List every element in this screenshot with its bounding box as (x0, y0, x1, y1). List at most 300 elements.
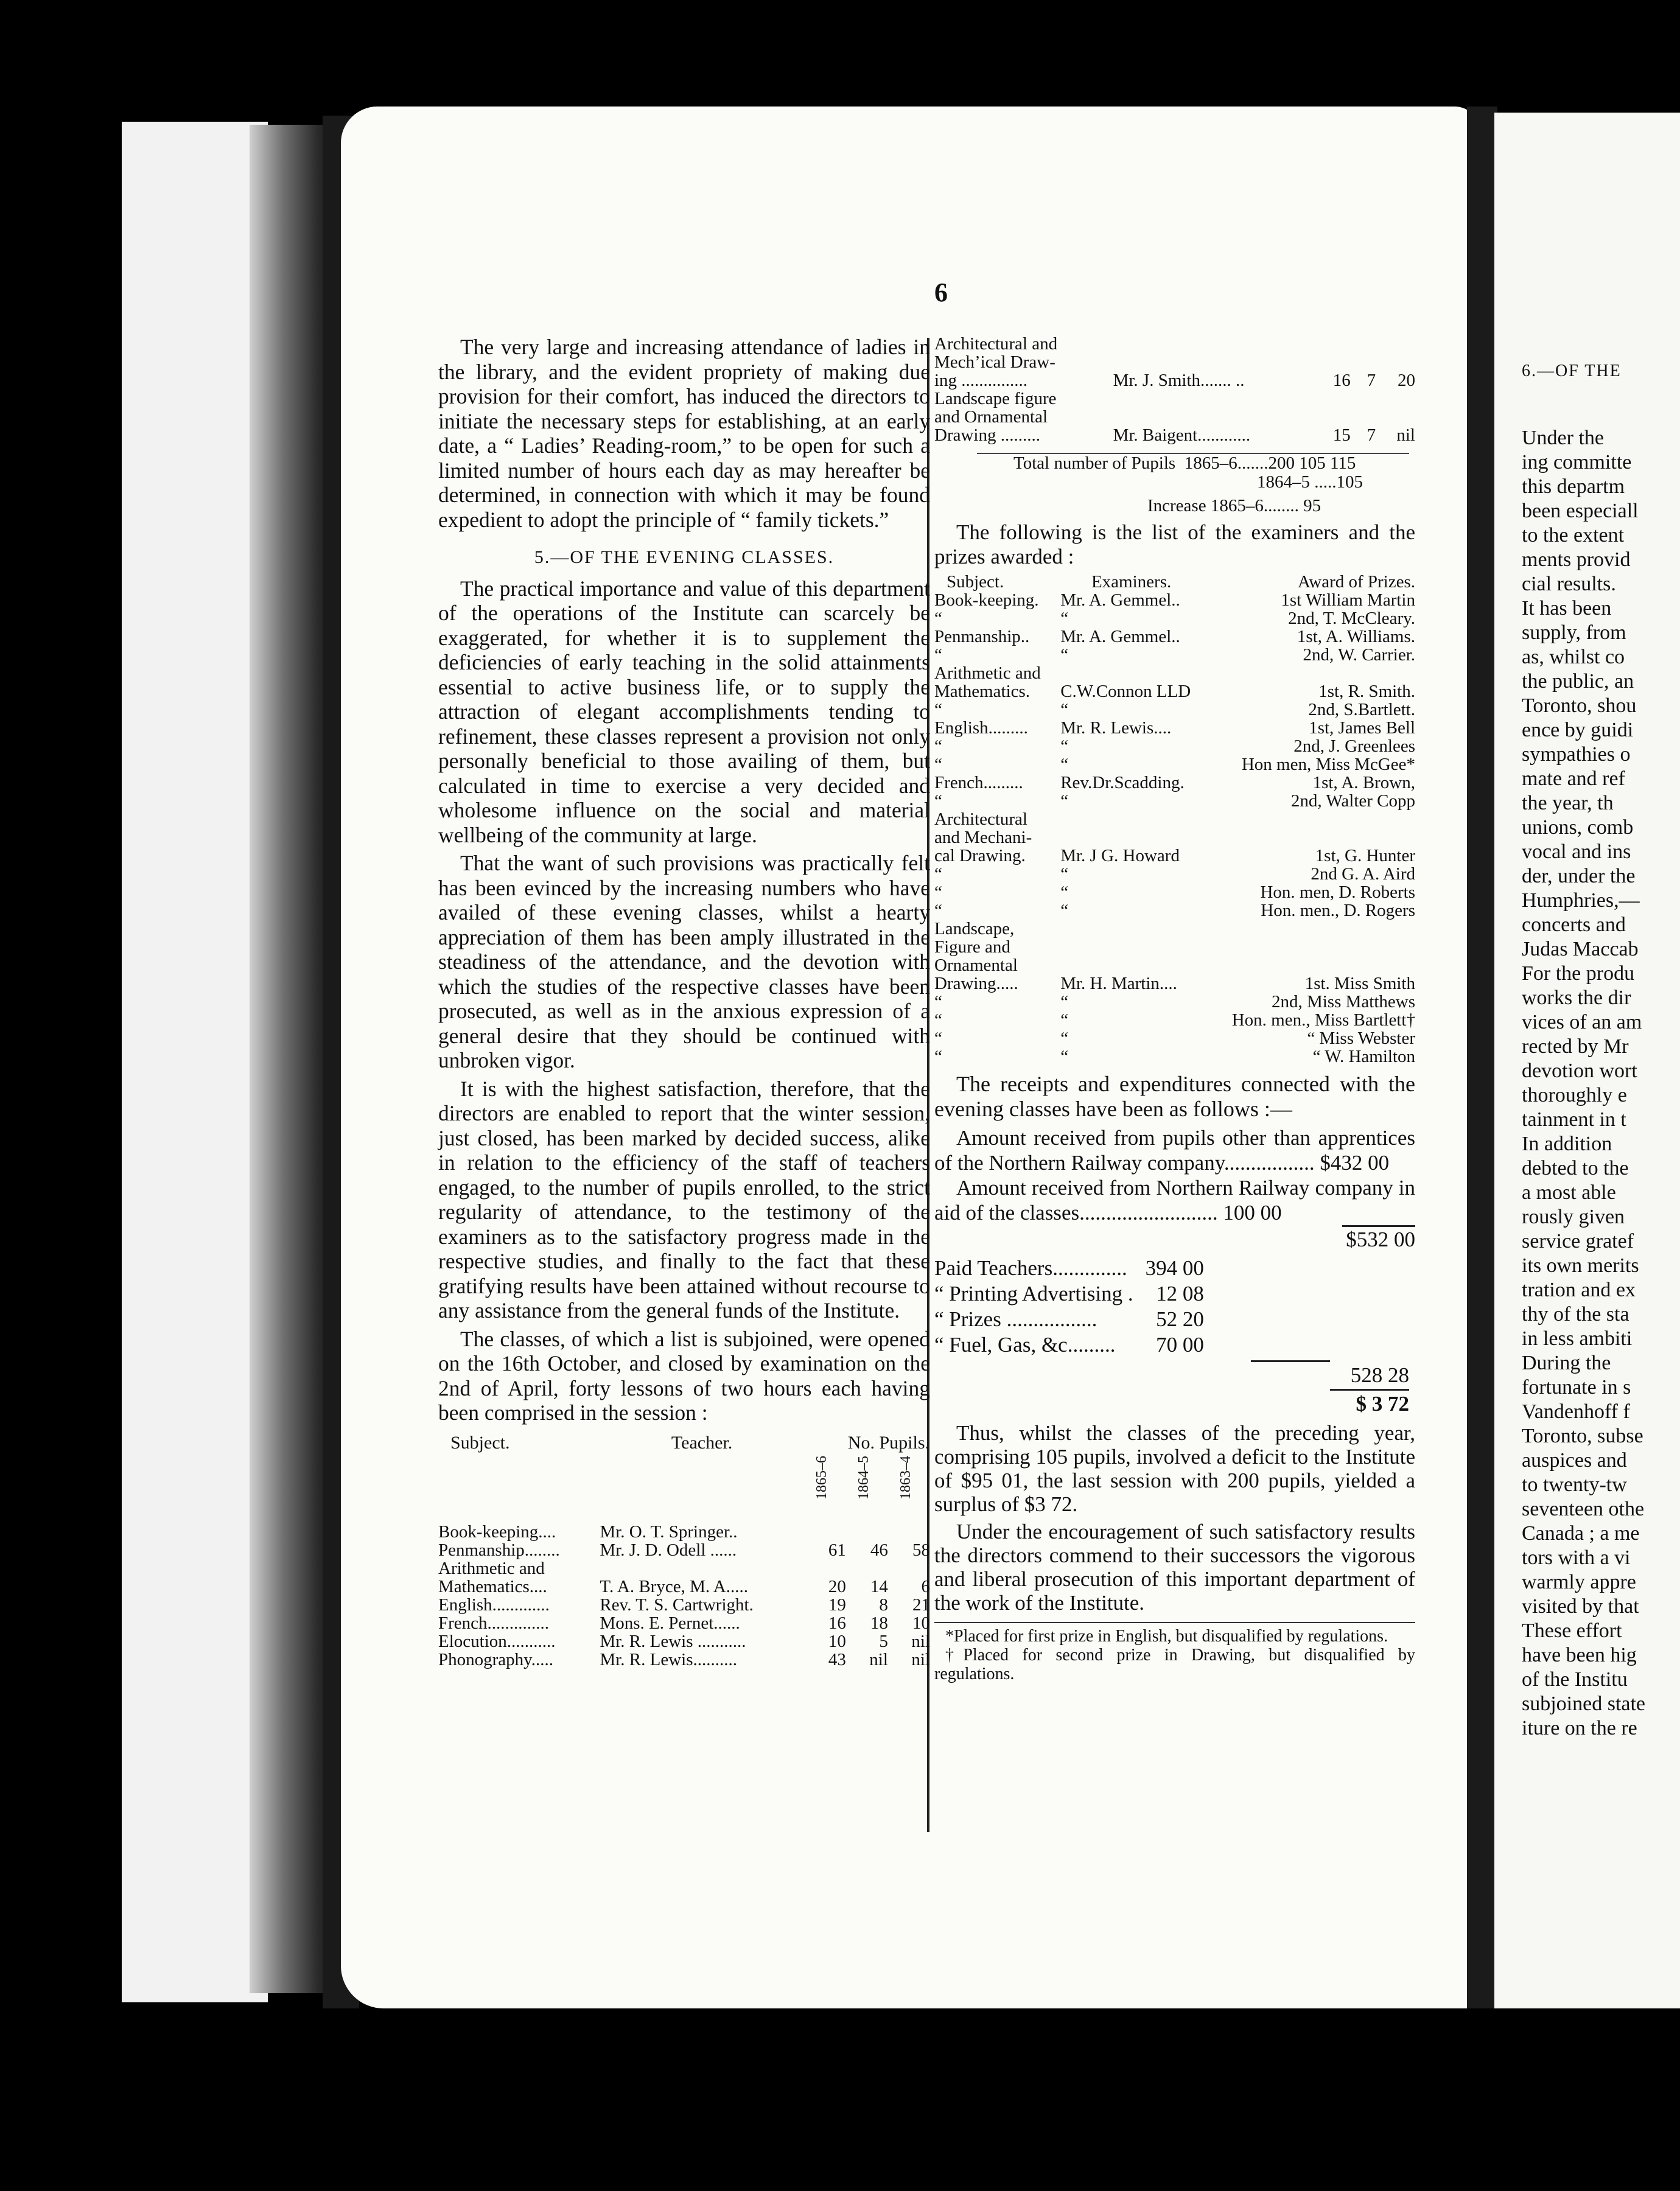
class-teacher: Mr. Baigent............ (1113, 425, 1251, 445)
table-row (934, 810, 1415, 828)
facing-line: Vandenhoff f (1522, 1400, 1630, 1423)
facing-line: fortunate in s (1522, 1376, 1631, 1399)
facing-line: seventeen othe (1522, 1498, 1645, 1520)
pupils-1864 (1351, 408, 1376, 426)
facing-line: this departm (1522, 475, 1625, 498)
prize-examiner: Mr. A. Gemmel.. (1060, 590, 1180, 610)
table-row (438, 1651, 930, 1669)
table-row (934, 1332, 1204, 1358)
prize-award: 2nd, S.Bartlett. (1308, 700, 1415, 719)
table-row (438, 1559, 930, 1578)
facing-line: the public, an (1522, 670, 1634, 693)
table-row (934, 774, 1415, 792)
pupils-1863: nil (1396, 425, 1415, 445)
facing-line: a most able (1522, 1181, 1616, 1204)
prize-examiner: “ (1060, 645, 1069, 665)
table-row (934, 408, 1415, 426)
prize-award (1208, 664, 1415, 682)
prize-subject: Ornamental (934, 956, 1018, 975)
table-row (934, 883, 1415, 901)
prize-award (1208, 920, 1415, 938)
facing-line: concerts and (1522, 914, 1626, 936)
class-teacher: Mr. J. D. Odell ...... (600, 1540, 737, 1560)
table-row (934, 353, 1415, 371)
right-column (934, 335, 1415, 1683)
pupils-1864: 7 (1367, 425, 1376, 445)
prize-examiner: “ (1060, 1047, 1069, 1066)
facing-line: Judas Maccab (1522, 938, 1639, 960)
facing-line: sympathies o (1522, 743, 1631, 766)
prize-subject: English......... (934, 718, 1028, 738)
facing-line: During the (1522, 1352, 1611, 1374)
prize-award: 1st, A. Brown, (1312, 773, 1415, 792)
pupils-1864 (846, 1523, 888, 1541)
facing-line: warmly appre (1522, 1571, 1636, 1593)
prize-subject: Penmanship.. (934, 627, 1030, 646)
table-row (934, 1029, 1415, 1047)
paragraph-classes-list: The classes, of which a list is subjoined, were opened on the 16th October, and closed by examination on the 2nd of April, forty lessons of two hours each having been comprised in the session : (438, 1326, 930, 1425)
prize-subject: “ (934, 1029, 942, 1048)
prizes-table (934, 573, 1415, 1066)
pupils-1864: 14 (870, 1577, 888, 1596)
table-row (934, 737, 1415, 755)
page-gutter (1467, 107, 1497, 2008)
table-row (934, 1011, 1415, 1029)
table-row (934, 1281, 1204, 1307)
balance: $ 3 72 (1356, 1392, 1409, 1416)
class-subject: Architectural and (934, 334, 1058, 354)
class-subject: ing ............... (934, 371, 1028, 390)
pupils-1863 (888, 1523, 930, 1541)
expense-label: “ Fuel, Gas, &c......... (934, 1333, 1116, 1357)
prize-subject: cal Drawing. (934, 846, 1026, 865)
facing-line: tainment in t (1522, 1108, 1626, 1131)
class-teacher: T. A. Bryce, M. A..... (600, 1577, 748, 1596)
prize-subject: “ (934, 609, 942, 628)
receipt-1-amount: $432 00 (1320, 1151, 1390, 1175)
class-teacher (600, 1559, 803, 1578)
pupils-1865: 20 (828, 1577, 846, 1596)
facing-line: vices of an am (1522, 1011, 1642, 1033)
pupils-1865: 16 (828, 1613, 846, 1633)
table-row (438, 1632, 930, 1651)
pupils-1865 (1312, 335, 1350, 353)
facing-line: It has been (1522, 597, 1612, 620)
expenses-summary (934, 1360, 1409, 1417)
facing-line: Under the (1522, 427, 1605, 449)
table-row (934, 591, 1415, 609)
prize-subject: Book-keeping. (934, 590, 1039, 610)
facing-line: Toronto, shou (1522, 694, 1637, 717)
pupils-1863 (1376, 408, 1415, 426)
prize-subject: “ (934, 700, 942, 719)
pupils-1864: 18 (870, 1613, 888, 1633)
receipt-1: Amount received from pupils other than apprentices of the Northern Railway company................. (934, 1126, 1415, 1175)
class-subject: Landscape figure (934, 389, 1057, 408)
class-teacher (1113, 335, 1313, 353)
pupils-1865: 61 (828, 1540, 846, 1560)
prize-award: 2nd, W. Carrier. (1303, 645, 1415, 665)
class-teacher: Mr. R. Lewis ........... (600, 1632, 746, 1651)
table-row (934, 792, 1415, 810)
prize-examiner: Rev.Dr.Scadding. (1060, 773, 1185, 792)
table-row (934, 828, 1415, 847)
table-row (934, 1256, 1204, 1281)
prize-examiner: Mr. J G. Howard (1060, 846, 1180, 865)
footnote-2: †Placed for second prize in Drawing, but disqualified by regulations. (934, 1646, 1415, 1683)
table-row (934, 865, 1415, 883)
table-row (934, 719, 1415, 737)
prize-award: 1st William Martin (1281, 590, 1415, 610)
prize-subject: “ (934, 882, 942, 902)
class-teacher: Mr. O. T. Springer.. (600, 1522, 738, 1542)
receipt-2-amount: 100 00 (1223, 1201, 1282, 1225)
class-subject: Mathematics.... (438, 1577, 547, 1596)
prize-award: “ Miss Webster (1307, 1029, 1415, 1048)
pupils-1863: 58 (912, 1540, 930, 1560)
class-teacher (1113, 353, 1313, 371)
prize-award: 2nd, J. Greenlees (1293, 736, 1415, 756)
pupils-1865: 10 (828, 1632, 846, 1651)
prize-subject: Arithmetic and (934, 663, 1041, 683)
prize-examiner: “ (1060, 882, 1069, 902)
prize-subject: Mathematics. (934, 682, 1031, 701)
pupils-1864: 7 (1367, 371, 1376, 390)
table-row (934, 920, 1415, 938)
year-label: 1864–5 (855, 1456, 872, 1500)
table-row (934, 682, 1415, 701)
facing-line: supply, from (1522, 621, 1626, 644)
prize-subject: “ (934, 1047, 942, 1066)
prize-examiner: C.W.Connon LLD (1060, 682, 1191, 701)
facing-line: ence by guidi (1522, 719, 1634, 741)
pupils-1863: 21 (912, 1595, 930, 1615)
total-row-1: 1865–6.......200 105 115 (1184, 453, 1356, 473)
pupils-1863 (1376, 353, 1415, 371)
facing-line: unions, comb (1522, 816, 1634, 839)
table-row (934, 847, 1415, 865)
prize-header-subject: Subject. (947, 572, 1004, 592)
pupils-1863: 6 (921, 1577, 930, 1596)
table-row (438, 1596, 930, 1614)
table-row (934, 426, 1415, 444)
table-row (934, 390, 1415, 408)
prize-subject: Landscape, (934, 919, 1015, 938)
table-row (438, 1578, 930, 1596)
table-row (934, 755, 1415, 774)
prize-examiner (1054, 828, 1208, 847)
class-subject: Arithmetic and (438, 1559, 545, 1578)
class-teacher: Mons. E. Pernet...... (600, 1613, 740, 1633)
prize-examiner: “ (1060, 864, 1069, 884)
prize-award (1208, 938, 1415, 956)
facing-line: subjoined state (1522, 1693, 1646, 1715)
prize-examiner: “ (1060, 700, 1069, 719)
table-row (934, 609, 1415, 627)
prize-award: 1st. Miss Smith (1304, 974, 1415, 993)
paragraph-satisfaction: It is with the highest satisfaction, therefore, that the directors are enabled to report that the winter session, just closed, has been marked by decided success, alike in relation to the efficiency of the staff of teachers engaged, to the number of pupils enrolled, to the strict regularity of attendance, to the testimony of the examiners as to the satisfactory progress made in the respective studies, and finally to the fact that these gratifying results have been attained without recourse to any assistance from the general funds of the Institute. (438, 1076, 930, 1323)
prize-examiner (1054, 920, 1208, 938)
classes-table-header (438, 1430, 930, 1456)
page-number: 6 (934, 278, 948, 307)
facing-line: Canada ; a me (1522, 1522, 1640, 1545)
facing-line: Humphries,— (1522, 889, 1640, 912)
pupils-1864: nil (869, 1650, 888, 1669)
pupils-1865 (1312, 390, 1350, 408)
prize-examiner (1054, 810, 1208, 828)
prize-examiner: Mr. R. Lewis.... (1060, 718, 1172, 738)
pupils-1865 (1312, 408, 1350, 426)
paragraph-under: Under the encouragement of such satisfactory results the directors commend to their successors the vigorous and liberal prosecution of this important department of the work of the Institute. (934, 1520, 1415, 1615)
prize-examiner: “ (1060, 736, 1069, 756)
class-subject: Phonography..... (438, 1650, 554, 1669)
header-pupils: No. Pupils. (847, 1432, 929, 1453)
facing-line: devotion wort (1522, 1060, 1637, 1082)
pupils-1864 (1351, 335, 1376, 353)
prize-award: 1st, James Bell (1309, 718, 1415, 738)
prize-award (1208, 828, 1415, 847)
expense-amount: 52 20 (1156, 1307, 1204, 1331)
class-subject: Penmanship........ (438, 1540, 560, 1560)
prize-award: 1st, R. Smith. (1318, 682, 1415, 701)
class-subject: and Ornamental (934, 407, 1048, 427)
pupils-1865: 43 (828, 1650, 846, 1669)
prize-subject: French......... (934, 773, 1023, 792)
pupils-1865 (1312, 353, 1350, 371)
pupils-1863 (1376, 335, 1415, 353)
receipts-block (934, 1125, 1415, 1252)
class-subject: Book-keeping.... (438, 1522, 556, 1542)
class-teacher (1113, 390, 1313, 408)
pupils-1864 (1351, 390, 1376, 408)
class-teacher: Mr. R. Lewis.......... (600, 1650, 737, 1669)
expense-amount: 394 00 (1145, 1256, 1204, 1280)
table-row (438, 1614, 930, 1632)
prize-examiner (1054, 664, 1208, 682)
prize-award: 2nd G. A. Aird (1311, 864, 1415, 884)
prize-subject: Figure and (934, 937, 1010, 957)
facing-line: been especiall (1522, 500, 1639, 522)
pupils-1865: 19 (828, 1595, 846, 1615)
class-teacher (1113, 408, 1313, 426)
class-subject: Mech’ical Draw- (934, 352, 1055, 372)
prize-header-award: Award of Prizes. (1297, 572, 1415, 592)
total-row-2: 1864–5 .....105 (1257, 472, 1363, 492)
facing-line: its own merits (1522, 1254, 1639, 1277)
facing-line: In addition (1522, 1133, 1612, 1155)
table-row (934, 664, 1415, 682)
table-row (934, 335, 1415, 353)
prize-award: Hon. men, D. Roberts (1260, 882, 1415, 902)
table-row (934, 627, 1415, 646)
prize-examiner: “ (1060, 755, 1069, 774)
table-row (934, 901, 1415, 920)
facing-line: to the extent (1522, 524, 1625, 547)
table-row (934, 371, 1415, 390)
expense-label: “ Prizes ................. (934, 1307, 1097, 1331)
facing-line: thoroughly e (1522, 1084, 1627, 1106)
facing-page-text (1522, 426, 1680, 1741)
prize-award: 2nd, Miss Matthews (1271, 992, 1415, 1012)
class-subject: Drawing ......... (934, 425, 1040, 445)
facing-line: cial results. (1522, 573, 1616, 595)
prize-subject: Drawing..... (934, 974, 1018, 993)
prize-examiner: “ (1060, 992, 1069, 1012)
increase-row: Increase 1865–6........ 95 (1147, 496, 1321, 515)
prize-examiner: Mr. H. Martin.... (1060, 974, 1177, 993)
prize-subject: “ (934, 992, 942, 1012)
facing-line: works the dir (1522, 987, 1631, 1009)
pupils-1865: 15 (1332, 425, 1351, 445)
facing-line: rously given (1522, 1206, 1625, 1228)
expense-label: Paid Teachers.............. (934, 1256, 1127, 1280)
pupils-1863: nil (911, 1650, 930, 1669)
prize-subject: “ (934, 755, 942, 774)
pupils-1864 (846, 1559, 888, 1578)
footnotes (934, 1622, 1415, 1683)
paragraph-ladies-reading-room: The very large and increasing attendance of ladies in the library, and the evident propriety of making due provision for their comfort, has induced the directors to initiate the necessary steps for establishing, at an early date, a “ Ladies’ Reading-room,” to be open for such a limited number of hours each day as may hereafter be determined, in connection with which it may be found expedient to adopt the principle of “ family tickets.” (438, 335, 930, 532)
prize-award: Hon. men., D. Rogers (1261, 901, 1415, 920)
facing-line: of the Institu (1522, 1668, 1628, 1691)
table-row (438, 1523, 930, 1541)
prize-award: 2nd, T. McCleary. (1288, 609, 1415, 628)
expense-amount: 70 00 (1156, 1333, 1204, 1357)
receipt-2: Amount received from Northern Railway company in aid of the classes.......................... (934, 1176, 1415, 1225)
facing-line: thy of the sta (1522, 1303, 1629, 1326)
prize-subject: “ (934, 645, 942, 665)
prize-examiner: “ (1060, 791, 1069, 811)
class-subject: English............. (438, 1595, 550, 1615)
facing-line: These effort (1522, 1620, 1622, 1642)
prize-examiner: “ (1060, 609, 1069, 628)
paragraph-receipts-intro: The receipts and expenditures connected with the evening classes have been as follows :— (934, 1072, 1415, 1121)
prize-examiner: “ (1060, 1029, 1069, 1048)
paragraph-want: That the want of such provisions was practically felt has been evinced by the increasing numbers who have availed of these evening classes, whilst a hearty appreciation of them has been amply illustrated in the steadiness of the attendance, and the devotion with which the studies of the respective classes have been prosecuted, as well as in the anxious expression of a general desire that they should be continued with unbroken vigor. (438, 851, 930, 1072)
prizes-header (934, 573, 1415, 591)
header-subject: Subject. (450, 1432, 510, 1453)
class-teacher: Rev. T. S. Cartwright. (600, 1595, 754, 1615)
class-subject: French.............. (438, 1613, 550, 1633)
facing-line: For the produ (1522, 962, 1635, 985)
prize-award: 1st, A. Williams. (1297, 627, 1415, 646)
pupils-1864: 46 (870, 1540, 888, 1560)
pupils-1863: 20 (1398, 371, 1415, 390)
facing-line: service gratef (1522, 1230, 1634, 1253)
prize-subject: “ (934, 791, 942, 811)
prize-examiner (1054, 956, 1208, 974)
facing-line: to twenty-tw (1522, 1473, 1627, 1496)
year-header-row (438, 1456, 930, 1523)
expense-label: “ Printing Advertising . (934, 1282, 1133, 1305)
paragraph-examiners-intro: The following is the list of the examiners and the prizes awarded : (934, 520, 1415, 568)
classes-table (438, 1430, 930, 1669)
receipts-total: $532 00 (1342, 1225, 1415, 1252)
prize-award: Hon men, Miss McGee* (1241, 755, 1415, 774)
pupils-1864 (1351, 353, 1376, 371)
facing-line: in less ambiti (1522, 1327, 1633, 1350)
prize-subject: Architectural (934, 809, 1027, 829)
total-label: Total number of Pupils (1013, 453, 1176, 473)
prize-examiner: “ (1060, 901, 1069, 920)
section-heading-evening-classes: 5.—OF THE EVENING CLASSES. (534, 547, 835, 567)
year-label: 1865–6 (813, 1456, 830, 1500)
prize-award (1208, 956, 1415, 974)
paragraph-thus: Thus, whilst the classes of the preceding year, comprising 105 pupils, involved a deficit to the Institute of $95 01, the last session with 200 pupils, yielded a surplus of $3 72. (934, 1421, 1415, 1516)
table-row (934, 1047, 1415, 1066)
expenses-total: 528 28 (1350, 1363, 1409, 1387)
class-subject: Elocution........... (438, 1632, 556, 1651)
pupils-1865 (804, 1523, 846, 1541)
pupils-1865 (804, 1559, 846, 1578)
facing-line: mate and ref (1522, 767, 1625, 790)
expense-amount: 12 08 (1156, 1282, 1204, 1305)
facing-line: as, whilst co (1522, 646, 1625, 668)
pupils-1863: nil (911, 1632, 930, 1651)
facing-page-heading (1522, 359, 1680, 383)
expenses-table (934, 1256, 1204, 1358)
prize-subject: “ (934, 901, 942, 920)
totals-block (977, 453, 1409, 515)
table-row (934, 701, 1415, 719)
facing-line: vocal and ins (1522, 840, 1631, 863)
left-column (438, 335, 930, 1669)
facing-line: the year, th (1522, 792, 1614, 814)
prize-award (1208, 810, 1415, 828)
prize-header-examiners: Examiners. (1091, 572, 1172, 592)
prize-examiner: Mr. A. Gemmel.. (1060, 627, 1180, 646)
pupils-1863 (888, 1559, 930, 1578)
prize-subject: “ (934, 1010, 942, 1030)
facing-line: ing committe (1522, 451, 1632, 473)
prize-examiner: “ (1060, 1010, 1069, 1030)
facing-line: tration and ex (1522, 1279, 1636, 1301)
prize-award: 1st, G. Hunter (1315, 846, 1415, 865)
pupils-1865: 16 (1332, 371, 1351, 390)
pupils-1863: 10 (912, 1613, 930, 1633)
facing-line: der, under the (1522, 865, 1636, 887)
facing-line: iture on the re (1522, 1717, 1637, 1739)
prize-examiner (1054, 938, 1208, 956)
facing-line: visited by that (1522, 1595, 1639, 1618)
table-row (934, 974, 1415, 993)
facing-line: Toronto, subse (1522, 1425, 1643, 1447)
prize-award: Hon. men., Miss Bartlett† (1231, 1010, 1415, 1030)
table-row (934, 1307, 1204, 1332)
paragraph-importance: The practical importance and value of this department of the operations of the Institute can scarcely be exaggerated, for whether it is to supplement the deficiencies of early teaching in the solid attainments essential to active business life, or to supply the attraction of elegant accomplishments tending to refinement, these classes represent a provision not only personally beneficial to those availing of them, but calculated in time to exercise a very decided and wholesome influence on the social and material wellbeing of the community at large. (438, 576, 930, 847)
prize-subject: “ (934, 736, 942, 756)
prize-award: 2nd, Walter Copp (1290, 791, 1415, 811)
facing-heading-text: 6.—OF THE (1522, 362, 1622, 380)
header-teacher: Teacher. (671, 1432, 733, 1453)
prize-subject: “ (934, 864, 942, 884)
pupils-1864: 8 (879, 1595, 888, 1615)
prize-award: “ W. Hamilton (1312, 1047, 1415, 1066)
facing-line: ments provid (1522, 548, 1631, 571)
table-row (934, 646, 1415, 664)
table-row (438, 1541, 930, 1559)
facing-line: rected by Mr (1522, 1035, 1629, 1058)
facing-line: tors with a vi (1522, 1546, 1631, 1569)
table-row (934, 956, 1415, 974)
pupils-1863 (1376, 390, 1415, 408)
prize-subject: and Mechani- (934, 828, 1032, 847)
book-cover-edge (122, 122, 268, 2002)
table-row (934, 993, 1415, 1011)
class-teacher: Mr. J. Smith....... .. (1113, 371, 1245, 390)
pupils-1864: 5 (879, 1632, 888, 1651)
footnote-1: *Placed for first prize in English, but disqualified by regulations. (945, 1627, 1388, 1646)
classes-table-continued (934, 335, 1415, 444)
